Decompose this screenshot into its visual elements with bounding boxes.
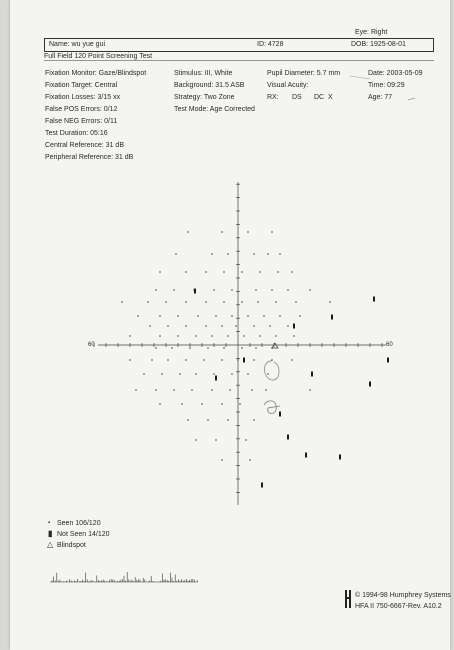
seen-point bbox=[263, 315, 264, 316]
seen-point bbox=[211, 335, 212, 336]
seen-point bbox=[231, 289, 232, 290]
seen-point bbox=[161, 373, 162, 374]
rx-x: X bbox=[328, 94, 333, 101]
seen-point bbox=[267, 373, 268, 374]
seen-point bbox=[213, 289, 214, 290]
not-seen-point bbox=[339, 455, 341, 460]
seen-point bbox=[167, 325, 168, 326]
seen-point bbox=[147, 301, 148, 302]
seen-point bbox=[271, 359, 272, 360]
seen-point bbox=[241, 301, 242, 302]
eye-label: Eye: Right bbox=[355, 29, 388, 36]
seen-point bbox=[279, 253, 280, 254]
seen-point bbox=[197, 315, 198, 316]
seen-point bbox=[277, 271, 278, 272]
field-points bbox=[121, 231, 389, 487]
seen-point bbox=[253, 359, 254, 360]
seen-point bbox=[267, 253, 268, 254]
not-seen-point bbox=[261, 483, 263, 488]
handwritten-circle-mark bbox=[265, 361, 280, 380]
test-time: Time: 09:29 bbox=[368, 82, 405, 89]
seen-point bbox=[135, 389, 136, 390]
seen-point bbox=[229, 389, 230, 390]
seen-point bbox=[221, 325, 222, 326]
seen-point bbox=[231, 315, 232, 316]
seen-point bbox=[253, 325, 254, 326]
seen-point bbox=[245, 439, 246, 440]
not-seen-point bbox=[293, 324, 295, 329]
seen-point bbox=[275, 301, 276, 302]
seen-point bbox=[211, 389, 212, 390]
seen-point bbox=[299, 315, 300, 316]
not-seen-point bbox=[243, 358, 245, 363]
seen-point bbox=[177, 315, 178, 316]
seen-point bbox=[237, 359, 238, 360]
seen-point bbox=[205, 301, 206, 302]
seen-point bbox=[155, 347, 156, 348]
handwritten-pen-stroke-2 bbox=[408, 98, 415, 100]
seen-point bbox=[269, 325, 270, 326]
blindspot-triangle-icon: △ bbox=[47, 540, 54, 549]
seen-point bbox=[155, 389, 156, 390]
fixation-monitor: Fixation Monitor: Gaze/Blindspot bbox=[45, 70, 147, 77]
background: Background: 31.5 ASB bbox=[174, 82, 245, 89]
seen-point bbox=[227, 419, 228, 420]
field-axes bbox=[94, 182, 386, 505]
not-seen-legend: Not Seen 14/120 bbox=[57, 531, 110, 538]
seen-point bbox=[121, 301, 122, 302]
seen-point bbox=[255, 347, 256, 348]
axis-label-right: 60 bbox=[386, 342, 393, 348]
seen-point bbox=[173, 289, 174, 290]
seen-point bbox=[241, 347, 242, 348]
false-neg-errors: False NEG Errors: 0/11 bbox=[45, 118, 118, 125]
seen-point bbox=[221, 231, 222, 232]
seen-point bbox=[235, 325, 236, 326]
fixation-losses: Fixation Losses: 3/15 xx bbox=[45, 94, 121, 101]
seen-point bbox=[253, 419, 254, 420]
test-duration: Test Duration: 05:16 bbox=[45, 130, 108, 137]
seen-point bbox=[171, 347, 172, 348]
handwritten-check-mark bbox=[264, 401, 280, 414]
test-date: Date: 2003-05-09 bbox=[368, 70, 423, 77]
gaze-tracking-strip bbox=[50, 572, 198, 582]
seen-point bbox=[293, 335, 294, 336]
seen-point bbox=[291, 359, 292, 360]
test-mode: Test Mode: Age Corrected bbox=[174, 106, 255, 113]
seen-point bbox=[247, 231, 248, 232]
rx-label: RX: bbox=[267, 94, 279, 101]
seen-point bbox=[259, 271, 260, 272]
seen-point bbox=[149, 325, 150, 326]
seen-point bbox=[259, 335, 260, 336]
pupil-diameter: Pupil Diameter: 5.7 mm bbox=[267, 70, 341, 77]
seen-point bbox=[241, 271, 242, 272]
seen-point bbox=[187, 231, 188, 232]
patient-name: Name: wu yue gui bbox=[49, 41, 106, 48]
seen-point bbox=[195, 335, 196, 336]
seen-point bbox=[223, 347, 224, 348]
visual-field-plot bbox=[10, 0, 450, 650]
seen-point bbox=[159, 335, 160, 336]
seen-point bbox=[227, 253, 228, 254]
central-reference: Central Reference: 31 dB bbox=[45, 142, 124, 149]
seen-point bbox=[185, 325, 186, 326]
axis-label-left: 60 bbox=[88, 342, 95, 348]
not-seen-point bbox=[369, 382, 371, 387]
seen-point bbox=[143, 373, 144, 374]
seen-point bbox=[203, 359, 204, 360]
seen-point bbox=[279, 315, 280, 316]
seen-point bbox=[291, 271, 292, 272]
seen-point bbox=[207, 419, 208, 420]
seen-point bbox=[253, 253, 254, 254]
seen-point bbox=[271, 289, 272, 290]
seen-point bbox=[187, 419, 188, 420]
seen-point bbox=[265, 389, 266, 390]
patient-age: Age: 77 bbox=[368, 94, 393, 101]
seen-point bbox=[255, 289, 256, 290]
seen-point bbox=[247, 373, 248, 374]
seen-point bbox=[201, 403, 202, 404]
strategy: Strategy: Two Zone bbox=[174, 94, 235, 101]
seen-point bbox=[271, 231, 272, 232]
seen-point bbox=[195, 373, 196, 374]
seen-point bbox=[221, 359, 222, 360]
seen-point bbox=[205, 325, 206, 326]
not-seen-point bbox=[215, 376, 217, 381]
seen-point bbox=[207, 347, 208, 348]
seen-point bbox=[159, 271, 160, 272]
seen-point bbox=[249, 459, 250, 460]
false-pos-errors: False POS Errors: 0/12 bbox=[45, 106, 118, 113]
seen-point bbox=[223, 271, 224, 272]
seen-point bbox=[287, 325, 288, 326]
seen-point bbox=[159, 403, 160, 404]
blindspot-legend: Blindspot bbox=[57, 542, 86, 549]
not-seen-point bbox=[373, 297, 375, 302]
rx-dc: DC bbox=[314, 94, 325, 101]
handwritten-pen-stroke bbox=[350, 76, 370, 79]
seen-point bbox=[129, 335, 130, 336]
not-seen-point bbox=[287, 435, 289, 440]
not-seen-point bbox=[194, 289, 196, 294]
seen-point bbox=[195, 439, 196, 440]
rx-ds: DS bbox=[292, 94, 302, 101]
seen-point bbox=[243, 335, 244, 336]
not-seen-point bbox=[311, 372, 313, 377]
patient-dob: DOB: 1925-08-01 bbox=[351, 41, 406, 48]
seen-point bbox=[231, 373, 232, 374]
seen-point bbox=[213, 373, 214, 374]
seen-point bbox=[295, 301, 296, 302]
model-info: HFA II 750-6667-Rev. A10.2 bbox=[355, 603, 442, 610]
seen-point bbox=[173, 389, 174, 390]
fixation-target: Fixation Target: Central bbox=[45, 82, 118, 89]
copyright: © 1994-98 Humphrey Systems bbox=[355, 592, 451, 599]
seen-point bbox=[137, 315, 138, 316]
seen-point bbox=[179, 373, 180, 374]
test-name: Full Field 120 Point Screening Test bbox=[44, 53, 153, 60]
peripheral-reference: Peripheral Reference: 31 dB bbox=[45, 154, 134, 161]
printout-page bbox=[10, 0, 450, 650]
seen-point bbox=[189, 347, 190, 348]
seen-point bbox=[191, 389, 192, 390]
seen-point bbox=[151, 359, 152, 360]
seen-point bbox=[287, 289, 288, 290]
seen-point bbox=[227, 335, 228, 336]
seen-legend: Seen 106/120 bbox=[57, 520, 101, 527]
not-seen-point bbox=[279, 412, 281, 417]
patient-id: ID: 4728 bbox=[257, 41, 284, 48]
seen-point bbox=[211, 253, 212, 254]
seen-point bbox=[129, 359, 130, 360]
stimulus: Stimulus: III, White bbox=[174, 70, 233, 77]
seen-point bbox=[181, 403, 182, 404]
seen-point bbox=[309, 389, 310, 390]
seen-point bbox=[175, 253, 176, 254]
seen-point bbox=[205, 271, 206, 272]
seen-point bbox=[185, 359, 186, 360]
not-seen-point bbox=[331, 315, 333, 320]
blindspot-marker bbox=[272, 343, 278, 348]
seen-point bbox=[155, 289, 156, 290]
seen-point bbox=[221, 403, 222, 404]
seen-legend-marker: ▪ bbox=[48, 520, 51, 526]
seen-point bbox=[239, 403, 240, 404]
seen-point bbox=[215, 439, 216, 440]
seen-point bbox=[221, 459, 222, 460]
seen-point bbox=[329, 301, 330, 302]
seen-point bbox=[247, 315, 248, 316]
seen-point bbox=[167, 359, 168, 360]
visual-acuity: Visual Acuity: bbox=[267, 82, 309, 89]
seen-point bbox=[257, 301, 258, 302]
seen-point bbox=[215, 315, 216, 316]
seen-point bbox=[185, 301, 186, 302]
seen-point bbox=[275, 335, 276, 336]
not-seen-point bbox=[305, 453, 307, 458]
seen-point bbox=[185, 271, 186, 272]
seen-point bbox=[165, 301, 166, 302]
seen-point bbox=[309, 289, 310, 290]
seen-point bbox=[223, 301, 224, 302]
seen-point bbox=[251, 389, 252, 390]
seen-point bbox=[177, 335, 178, 336]
seen-point bbox=[159, 315, 160, 316]
notseen-legend-marker: ▮ bbox=[48, 529, 53, 538]
not-seen-point bbox=[387, 358, 389, 363]
